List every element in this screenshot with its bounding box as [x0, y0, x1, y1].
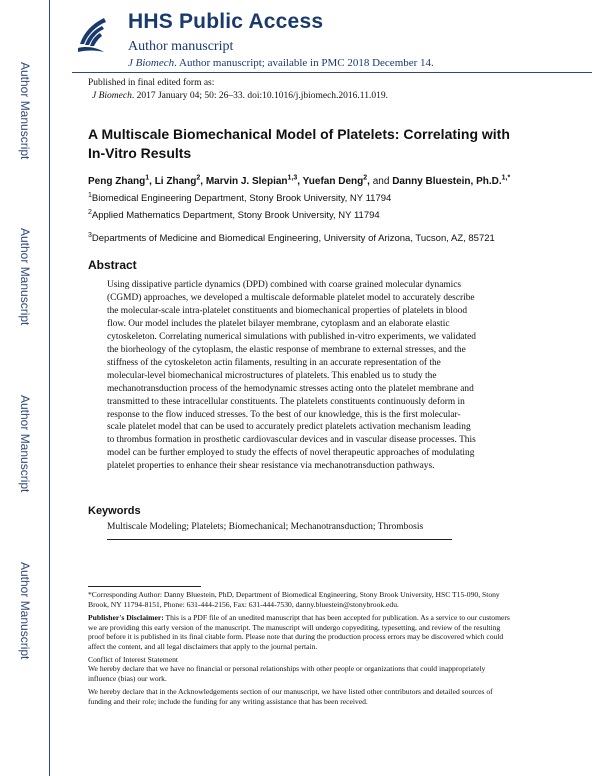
keywords-list: Multiscale Modeling; Platelets; Biomechanical; Mechanotransduction; Thrombosis — [107, 522, 424, 532]
conflict-heading: Conflict of Interest Statement — [88, 655, 179, 664]
paper-title: A Multiscale Biomechanical Model of Platelets: Correlating with In-Vitro Results — [88, 126, 510, 161]
author-manuscript-subtitle: Author manuscript — [128, 39, 234, 54]
hhs-public-access-title: HHS Public Access — [128, 10, 324, 33]
author-list: Peng Zhang$^1$, Li Zhang$^2$, Marvin J. Slepian$^{1,3}$, Yuefan Deng$^2$, and Danny Bluestein, Ph.D.$^{1,*}$ — [88, 174, 511, 187]
affiliation-text: Applied Mathematics Department, Stony Brook University, NY 11794 — [91, 210, 380, 221]
journal-availability-line — [128, 57, 434, 69]
abstract-line: flow. Our model includes the platelet bilayer membrane, cytoplasm and an elaborate elastic — [107, 318, 450, 329]
keywords-heading: Keywords — [88, 505, 141, 517]
abstract-line: cytoskeleton. Correlating numerical simulations with published in-vitro experiments, we validated — [107, 331, 476, 342]
affiliation-3 — [88, 233, 495, 244]
affiliation-sup: 2 — [88, 208, 92, 216]
citation-journal-name: J Biomech — [92, 91, 132, 101]
and-word: and — [372, 176, 390, 187]
affiliation-1 — [88, 193, 391, 204]
author-affiliation-sup: 2 — [363, 174, 368, 182]
author-name: Peng Zhang — [88, 176, 146, 187]
corresponding-author-footnote: *Corresponding Author: Danny Bluestein, PhD, Department of Biomedical Engineering, Stony Brook University, HSC T15-090, Stony Brook, NY 11794-8151, Phone: 631-444-2156, Fax: 631-444-7530, danny.bluestein@stonybrook.edu. — [88, 590, 500, 609]
affiliation-text: Biomedical Engineering Department, Stony Brook University, NY 11794 — [91, 193, 392, 204]
abstract-line: scale platelet model that can be used to accurately predict platelets activation mechanism leading — [107, 422, 471, 433]
abstract-line: the biorheology of the cytoplasm, the elastic response of membrane to external stresses, and the — [107, 344, 466, 355]
author-name: Yuefan Deng — [302, 176, 364, 187]
abstract-line: response to the flow induced stresses. To the best of our knowledge, this is the first molecular- — [107, 409, 461, 420]
author-affiliation-sup: 1 — [145, 174, 150, 182]
author-affiliation-sup: 2 — [196, 174, 201, 182]
affiliation-2 — [88, 210, 380, 221]
affiliation-sup: 1 — [88, 191, 92, 199]
abstract-line: model can be further employed to study the effects of novel therapeutic approaches of modulating — [107, 448, 475, 459]
sidebar-label-author-manuscript: Author Manuscript — [18, 62, 32, 160]
disclaimer-text: This is a PDF file of an unedited manuscript that has been accepted for publication. As a service to our customers we are providing this early version of the manuscript. The manuscript will undergo copyediting, typesetting, and review of the resulting proof before it is published in its final citable form. Please note that during the production process errors may be discovered which could affect the content, and all legal disclaimers that apply to the journal pertain. — [88, 613, 510, 651]
author-name: Li Zhang — [154, 176, 197, 187]
abstract-heading: Abstract — [88, 258, 137, 272]
abstract-line: (CGMD) approaches, we developed a multiscale deformable platelet model to accurately describe — [107, 292, 475, 303]
abstract-line: stiffness of the cytoskeleton actin filaments, resulting in an accurate representation of the — [107, 357, 441, 368]
sidebar-divider — [49, 0, 50, 776]
author-name: Danny Bluestein, Ph.D. — [392, 176, 502, 187]
abstract-line: mechanotransduction process of the hemodynamic stresses acting onto the platelet membrane and — [107, 383, 474, 394]
author-name: Marvin J. Slepian — [205, 176, 288, 187]
conflict-statement: We hereby declare that we have no financial or personal relationships with other people or organizations that could inappropriately influence (bias) our work. — [88, 664, 486, 683]
citation-line — [92, 91, 388, 101]
abstract-line: transmitted to these intracellular constituents. The platelets constituents continuously deform in — [107, 396, 465, 407]
abstract-line: Using dissipative particle dynamics (DPD) combined with coarse grained molecular dynamics — [107, 280, 462, 290]
published-form-label: Published in final edited form as: — [88, 78, 215, 88]
sidebar-label-author-manuscript: Author Manuscript — [18, 395, 32, 493]
disclaimer-label: Publisher's Disclaimer: — [88, 613, 164, 622]
header-divider — [72, 72, 592, 73]
availability-text: . Author manuscript; available in PMC 2018 December 14. — [174, 57, 434, 69]
keywords-divider — [107, 539, 452, 540]
sidebar-label-author-manuscript: Author Manuscript — [18, 562, 32, 660]
left-margin-sidebar — [0, 0, 50, 776]
author-affiliation-sup: 1,* — [501, 174, 511, 182]
citation-text: . 2017 January 04; 50: 26–33. doi:10.1016/j.jbiomech.2016.11.019. — [131, 91, 388, 101]
hhs-eagle-logo-icon — [74, 14, 110, 56]
abstract-line: platelet properties to enhance their shear resistance via mechanotransduction pathways. — [107, 461, 435, 472]
abstract-line: the molecular-scale intra-platelet constituents and biomechanical properties of platelets in blood — [107, 305, 468, 316]
footnote-divider — [88, 586, 201, 587]
author-affiliation-sup: 1,3 — [287, 174, 298, 182]
sidebar-label-author-manuscript: Author Manuscript — [18, 228, 32, 326]
affiliation-text: Departments of Medicine and Biomedical Engineering, University of Arizona, Tucson, AZ, 85721 — [91, 233, 495, 244]
affiliation-sup: 3 — [88, 231, 92, 239]
abstract-line: molecular-level biomechanical microstructures of platelets. This enabled us to study the — [107, 370, 437, 381]
abstract-body — [107, 279, 527, 473]
acknowledgement-statement: We hereby declare that in the Acknowledgements section of our manuscript, we have listed other contributors and detailed sources of funding and their role; include the funding for any writing assistance that has been received. — [88, 687, 493, 706]
publisher-disclaimer — [88, 613, 512, 651]
abstract-line: to thrombus formation in prosthetic cardiovascular devices and in vascular disease processes. This — [107, 435, 476, 446]
journal-name: J Biomech — [128, 57, 175, 69]
